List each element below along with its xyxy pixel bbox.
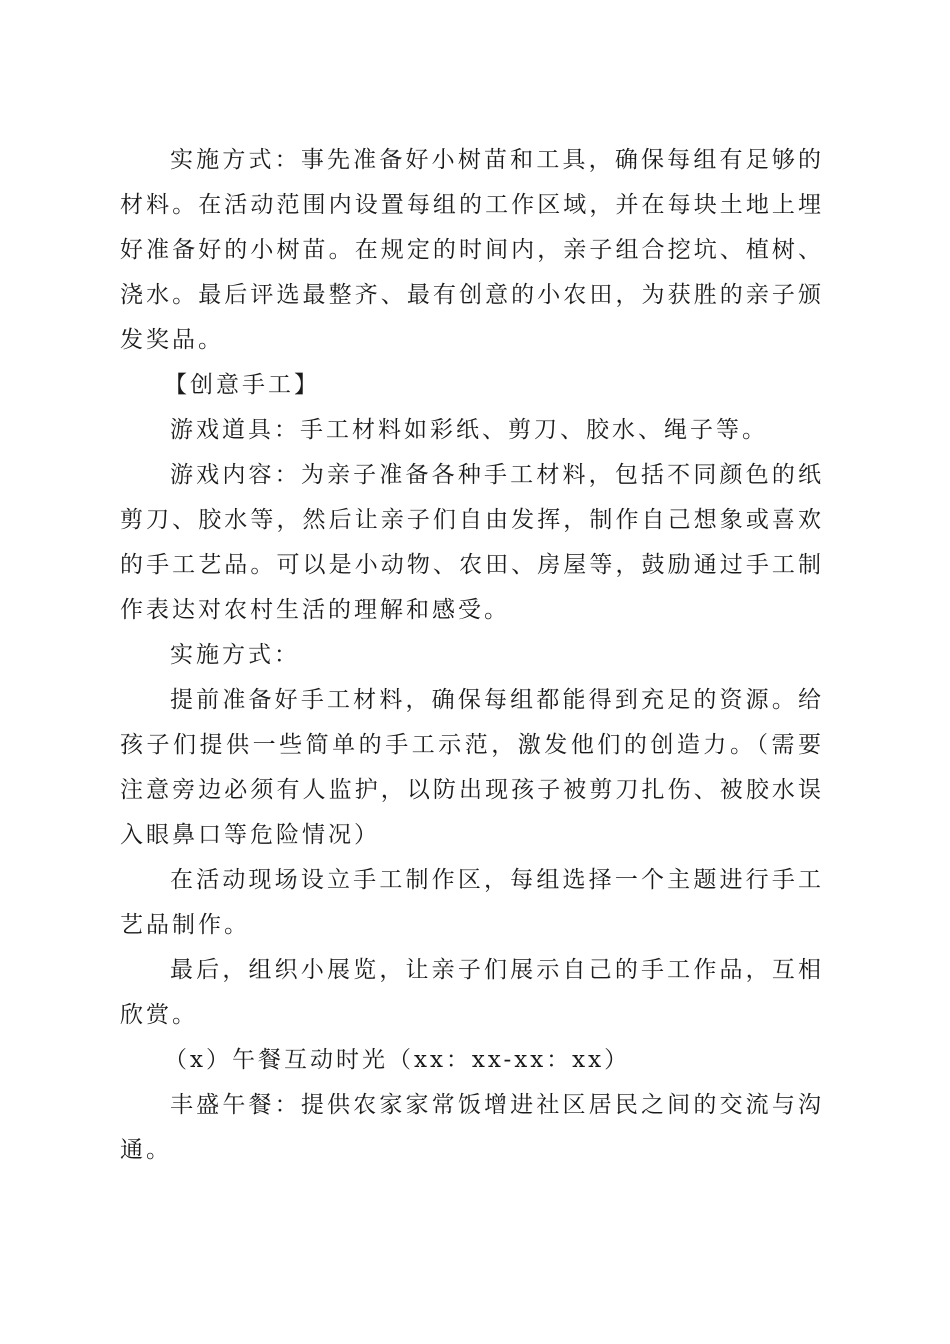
paragraph-game-content: 游戏内容：为亲子准备各种手工材料，包括不同颜色的纸剪刀、胶水等，然后让亲子们自由发挥，制作自己想象或喜欢的手工艺品。可以是小动物、农田、房屋等，鼓励通过手工制作表达对农村生活的理解和感受。 <box>120 462 824 623</box>
paragraph-craft-area: 在活动现场设立手工制作区，每组选择一个主题进行手工艺品制作。 <box>120 867 824 938</box>
paragraph-lunch: 丰盛午餐：提供农家家常饭增进社区居民之间的交流与沟通。 <box>120 1092 824 1163</box>
paragraph-implementation-label: 实施方式： <box>170 642 300 668</box>
paragraph-prepare-materials: 提前准备好手工材料，确保每组都能得到充足的资源。给孩子们提供一些简单的手工示范，激发他们的创造力。（需要注意旁边必须有人监护，以防出现孩子被剪刀扎伤、被胶水误入眼鼻口等危险情况） <box>120 687 824 848</box>
document-body <box>120 138 824 1173</box>
paragraph-exhibition: 最后，组织小展览，让亲子们展示自己的手工作品，互相欣赏。 <box>120 957 824 1028</box>
section-heading-lunch: （x）午餐互动时光（xx：xx-xx：xx） <box>164 1047 631 1073</box>
paragraph-implementation-tree-planting: 实施方式：事先准备好小树苗和工具，确保每组有足够的材料。在活动范围内设置每组的工作区域，并在每块土地上埋好准备好的小树苗。在规定的时间内，亲子组合挖坑、植树、浇水。最后评选最整齐、最有创意的小农田，为获胜的亲子颁发奖品。 <box>120 147 824 353</box>
paragraph-game-props: 游戏道具：手工材料如彩纸、剪刀、胶水、绳子等。 <box>170 417 768 443</box>
section-heading-creative-handcraft: 【创意手工】 <box>164 372 320 398</box>
